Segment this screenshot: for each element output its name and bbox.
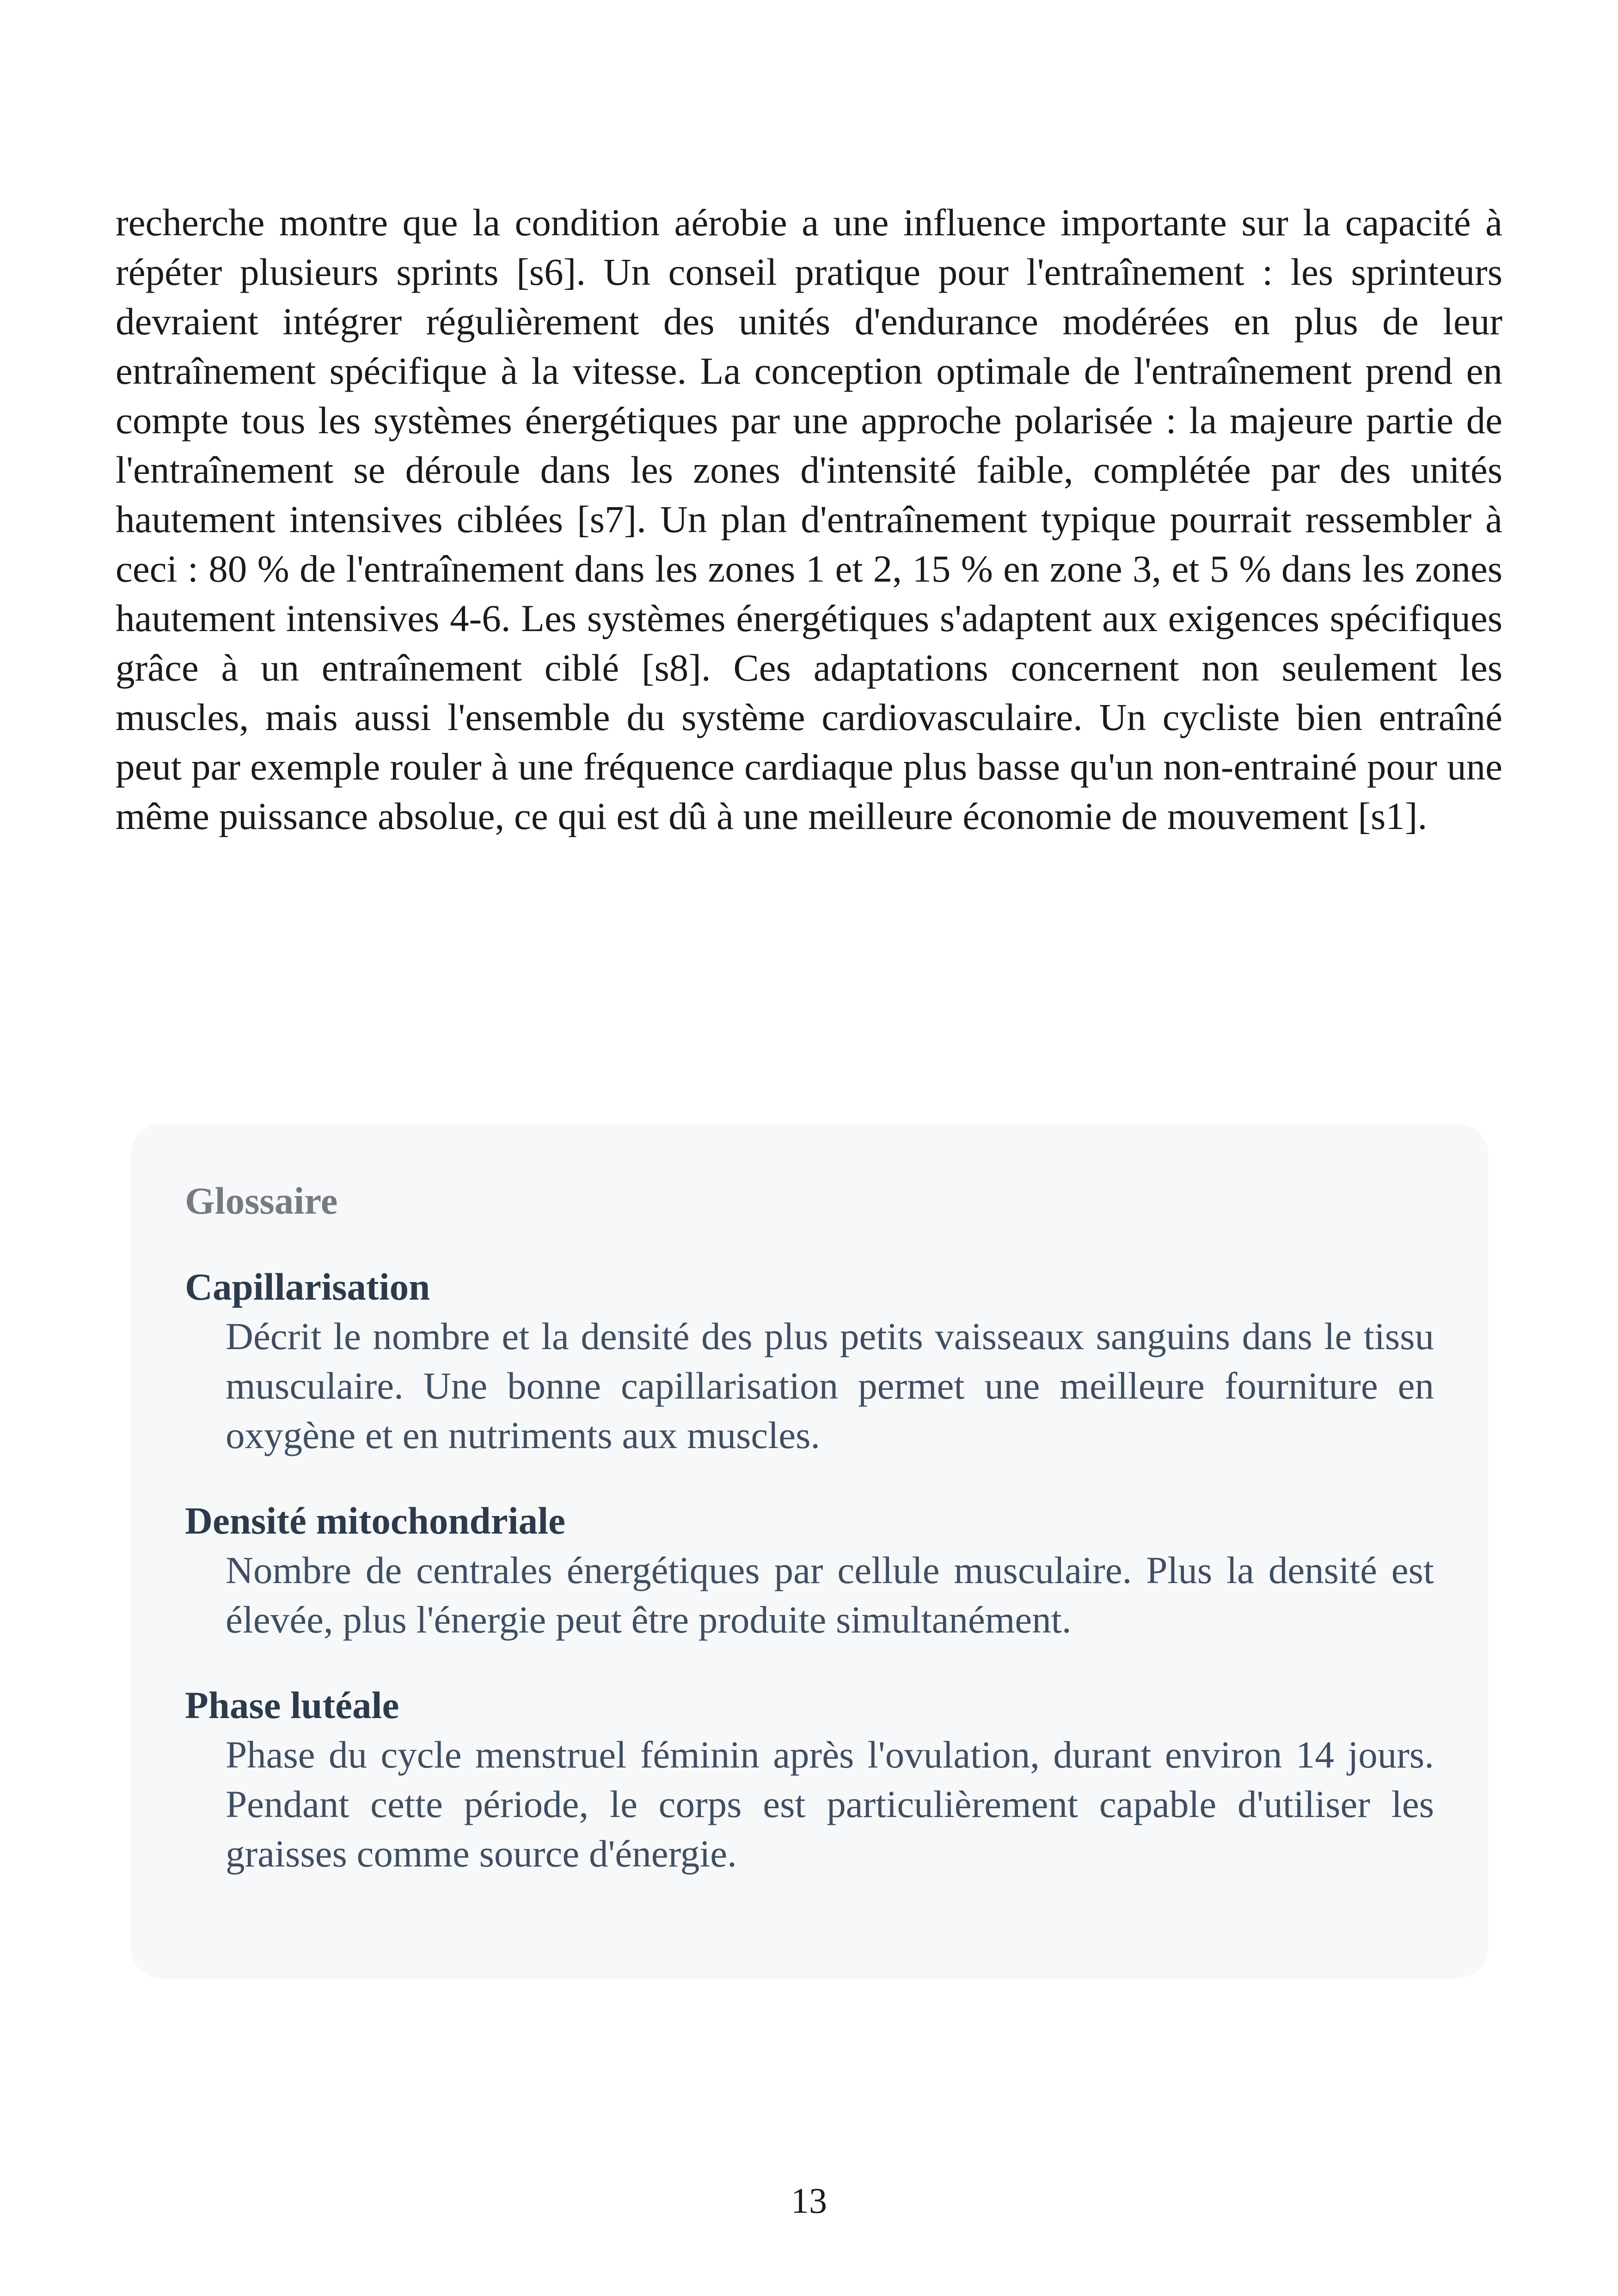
glossary-term-definition: Nombre de centrales énergétiques par cellule musculaire. Plus la densité est élevée, plus l'énergie peut être produite simultanément. (226, 1549, 1434, 1641)
glossary-term-name: Capillarisation (185, 1265, 430, 1308)
glossary-term-name: Densité mitochondriale (185, 1499, 565, 1542)
glossary-term (185, 1262, 1434, 1460)
glossary-title: Glossaire (185, 1179, 338, 1222)
glossary-term-name: Phase lutéale (185, 1684, 399, 1726)
glossary-term (185, 1496, 1434, 1645)
page-number: 13 (791, 2180, 827, 2221)
glossary-term (185, 1681, 1434, 1879)
glossary-box (130, 1123, 1489, 1979)
body-paragraph: recherche montre que la condition aérobie a une influence importante sur la capacité à répéter plusieurs sprints [s6]. Un conseil pratique pour l'entraînement : les sprinteurs devraient intégrer régulièrement des unités d'endurance modérées en plus de leur entraînement spécifique à la vitesse. La conception optimale de l'entraînement prend en compte tous les systèmes énergétiques par une approche polarisée : la majeure partie de l'entraînement se déroule dans les zones d'intensité faible, complétée par des unités hautement intensives ciblées [s7]. Un plan d'entraînement typique pourrait ressembler à ceci : 80 % de l'entraînement dans les zones 1 et 2, 15 % en zone 3, et 5 % dans les zones hautement intensives 4-6. Les systèmes énergétiques s'adaptent aux exigences spécifiques grâce à un entraînement ciblé [s8]. Ces adaptations concernent non seulement les muscles, mais aussi l'ensemble du système cardiovasculaire. Un cycliste bien entraîné peut par exemple rouler à une fréquence cardiaque plus basse qu'un non-entrainé pour une même puissance absolue, ce qui est dû à une meilleure économie de mouvement [s1]. (116, 201, 1502, 837)
glossary-term-definition: Décrit le nombre et la densité des plus petits vaisseaux sanguins dans le tissu musculaire. Une bonne capillarisation permet une meilleure fourniture en oxygène et en nutriments aux muscles. (226, 1315, 1434, 1456)
glossary-term-definition: Phase du cycle menstruel féminin après l'ovulation, durant environ 14 jours. Pendant cette période, le corps est particulièrement capable d'utiliser les graisses comme source d'énergie. (226, 1733, 1434, 1875)
